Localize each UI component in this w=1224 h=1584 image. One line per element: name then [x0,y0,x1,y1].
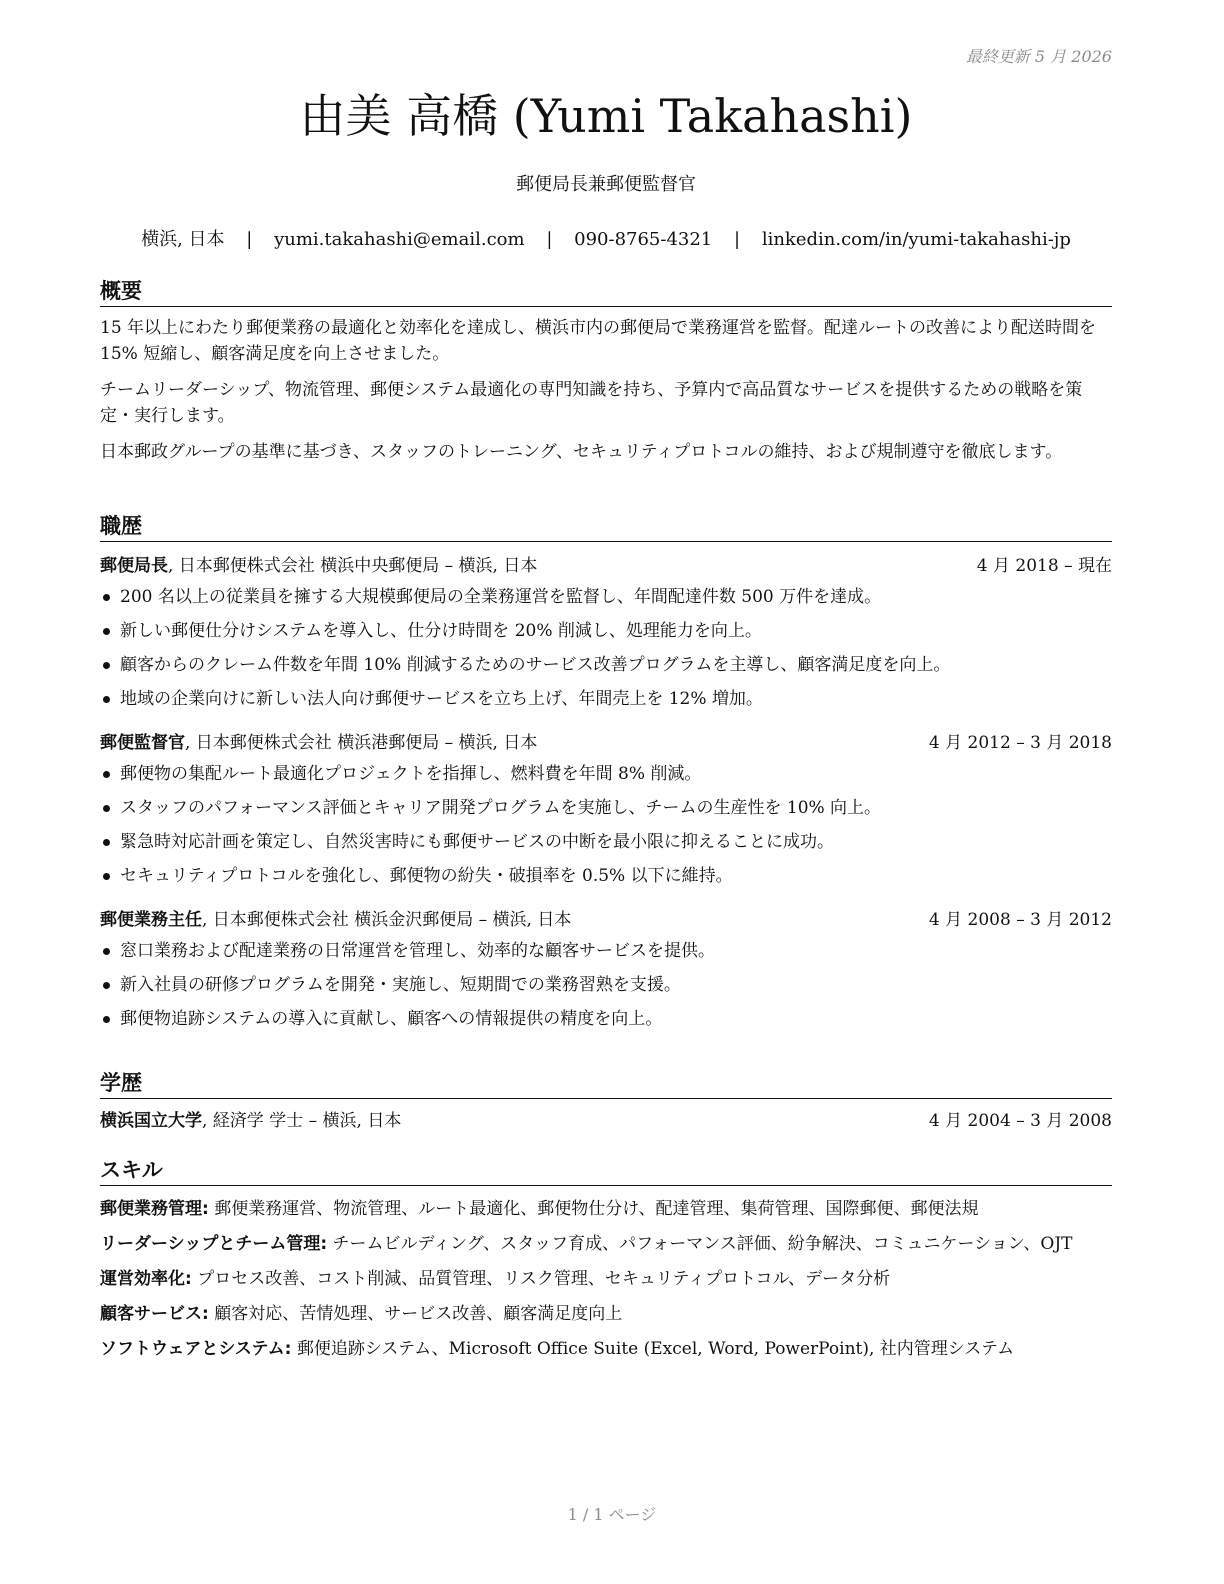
page-indicator: 1 / 1 ページ [567,1505,657,1524]
contact-email[interactable]: yumi.takahashi@email.com [274,229,525,250]
job-org: , 日本郵便株式会社 横浜金沢郵便局 – 横浜, 日本 [202,910,572,930]
job-bullet: 緊急時対応計画を策定し、自然災害時にも郵便サービスの中断を最小限に抑えることに成功。 [100,825,1112,859]
job-entry [100,908,1112,1036]
education-degree: , 経済学 学士 – 横浜, 日本 [202,1111,402,1131]
job-bullets [100,580,1112,716]
job-header [100,554,1112,580]
contact-linkedin[interactable]: linkedin.com/in/yumi-takahashi-jp [761,229,1071,250]
job-dates: 4 月 2018 – 現在 [976,556,1112,576]
contact-phone[interactable]: 090-8765-4321 [574,229,713,250]
job-bullets [100,757,1112,893]
skills-section [100,1156,1112,1371]
job-bullet: 顧客からのクレーム件数を年間 10% 削減するためのサービス改善プログラムを主導し、顧客満足度を向上。 [100,648,1112,682]
skill-value: 郵便業務運営、物流管理、ルート最適化、郵便物仕分け、配達管理、集荷管理、国際郵便、郵便法規 [208,1199,979,1219]
skill-line [100,1266,1112,1292]
skill-label: 顧客サービス: [100,1304,209,1324]
job-org: , 日本郵便株式会社 横浜港郵便局 – 横浜, 日本 [185,733,538,753]
job-header [100,731,1112,757]
summary-paragraph: 日本郵政グループの基準に基づき、スタッフのトレーニング、セキュリティプロトコルの維持、および規制遵守を徹底します。 [100,442,1063,462]
job-role: 郵便監督官 [100,733,185,753]
skill-value: プロセス改善、コスト削減、品質管理、リスク管理、セキュリティプロトコル、データ分析 [191,1269,891,1289]
job-bullet: 200 名以上の従業員を擁する大規模郵便局の全業務運営を監督し、年間配達件数 500 万件を達成。 [100,580,1112,614]
job-bullet: 新入社員の研修プログラムを開発・実施し、短期間での業務習熟を支援。 [100,968,1112,1002]
job-bullet: 窓口業務および配達業務の日常運営を管理し、効率的な顧客サービスを提供。 [100,934,1112,968]
experience-section [100,512,1112,1036]
job-bullet: 新しい郵便仕分けシステムを導入し、仕分け時間を 20% 削減し、処理能力を向上。 [100,614,1112,648]
education-heading: 学歴 [100,1069,1112,1099]
summary-paragraph: チームリーダーシップ、物流管理、郵便システム最適化の専門知識を持ち、予算内で高品質なサービスを提供するための戦略を策定・実行します。 [100,380,1083,426]
summary-section [100,277,1112,475]
job-bullet: スタッフのパフォーマンス評価とキャリア開発プログラムを実施し、チームの生産性を 10% 向上。 [100,791,1112,825]
job-bullet: 郵便物追跡システムの導入に貢献し、顧客への情報提供の精度を向上。 [100,1002,1112,1036]
education-school: 横浜国立大学 [100,1111,202,1131]
skill-label: ソフトウェアとシステム: [100,1339,292,1359]
job-dates: 4 月 2008 – 3 月 2012 [928,910,1112,930]
skill-label: 郵便業務管理: [100,1199,209,1219]
job-header [100,908,1112,934]
skill-value: 郵便追跡システム、Microsoft Office Suite (Excel, Word, PowerPoint), 社内管理システム [291,1339,1015,1359]
job-entry [100,554,1112,716]
job-title: 郵便局長兼郵便監督官 [516,174,696,195]
skill-line [100,1196,1112,1222]
skill-line [100,1336,1112,1362]
contact-separator: | [246,229,253,250]
summary-heading: 概要 [100,277,1112,307]
skill-label: 運営効率化: [100,1269,192,1289]
skill-line [100,1301,1112,1327]
skill-value: 顧客対応、苦情処理、サービス改善、顧客満足度向上 [208,1304,623,1324]
skill-line [100,1231,1112,1257]
candidate-name: 由美 高橋 (Yumi Takahashi) [299,89,913,143]
job-role: 郵便局長 [100,556,168,576]
contact-line [100,225,1112,251]
job-bullets [100,934,1112,1036]
job-role: 郵便業務主任 [100,910,202,930]
education-section [100,1069,1112,1135]
skill-label: リーダーシップとチーム管理: [100,1234,328,1254]
contact-separator: | [546,229,553,250]
job-dates: 4 月 2012 – 3 月 2018 [928,733,1112,753]
education-entry [100,1109,1112,1135]
job-bullet: 郵便物の集配ルート最適化プロジェクトを指揮し、燃料費を年間 8% 削減。 [100,757,1112,791]
job-bullet: 地域の企業向けに新しい法人向け郵便サービスを立ち上げ、年間売上を 12% 増加。 [100,682,1112,716]
job-org: , 日本郵便株式会社 横浜中央郵便局 – 横浜, 日本 [168,556,538,576]
last-updated: 最終更新 5 月 2026 [965,47,1112,66]
experience-heading: 職歴 [100,512,1112,542]
contact-location: 横浜, 日本 [141,229,225,250]
job-entry [100,731,1112,893]
summary-paragraph: 15 年以上にわたり郵便業務の最適化と効率化を達成し、横浜市内の郵便局で業務運営を監督。配達ルートの改善により配送時間を 15% 短縮し、顧客満足度を向上させました。 [100,318,1097,364]
skills-heading: スキル [100,1156,1112,1186]
skill-value: チームビルディング、スタッフ育成、パフォーマンス評価、紛争解決、コミュニケーション、OJT [327,1234,1073,1254]
job-bullet: セキュリティプロトコルを強化し、郵便物の紛失・破損率を 0.5% 以下に維持。 [100,859,1112,893]
education-dates: 4 月 2004 – 3 月 2008 [928,1111,1112,1131]
contact-separator: | [734,229,741,250]
